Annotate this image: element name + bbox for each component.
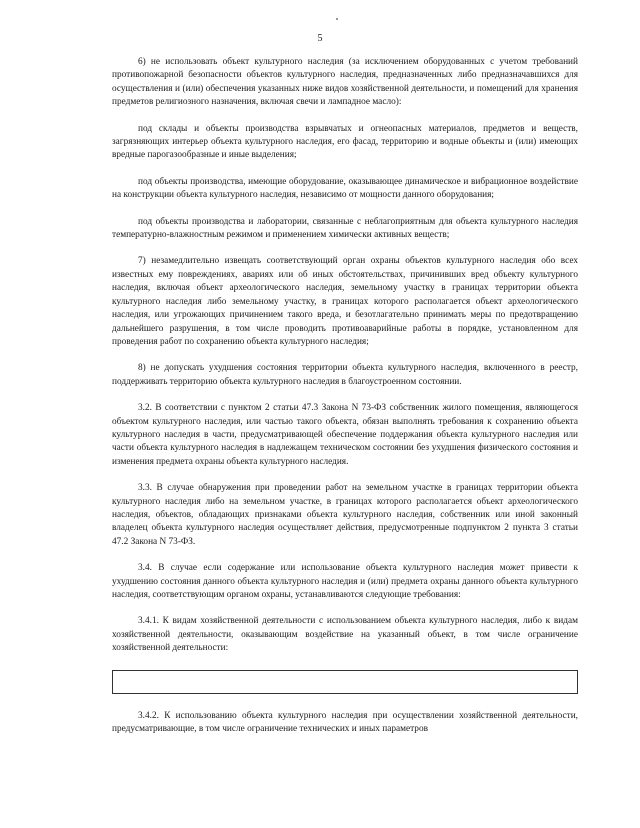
document-body — [112, 56, 578, 736]
paragraph-8: 8) не допускать ухудшения состояния территории объекта культурного наследия, включенного в реестр, поддерживать территорию объекта культурного наследия в благоустроенном состоянии. — [112, 363, 578, 387]
paragraph-laboratories: под объекты производства и лаборатории, связанные с неблагоприятным для объекта культурного наследия температурно-влажностным режимом и применением химически активных веществ; — [112, 216, 578, 241]
paragraph-3-2: 3.2. В соответствии с пунктом 2 статьи 47.3 Закона N 73-ФЗ собственник жилого помещения, являющегося объектом культурного наследия, или частью такого объекта, обязан выполнять требования к сохранению объекта культурного наследия в части, предусматривающей обеспечение поддержания объекта культурного наследия или части объекта культурного наследия в надлежащем техническом состоянии без ухудшения физического состояния и изменения предмета охраны объекта культурного наследия. — [112, 403, 578, 467]
paragraph-3-3: 3.3. В случае обнаружения при проведении работ на земельном участке в границах территории объекта культурного наследия либо на земельном участке, в границах которого располагается объект археологического наследия, объектов, обладающих признаками объекта культурного наследия, собственник или иной законный владелец объекта культурного наследия осуществляет действия, предусмотренные подпунктом 2 пункта 3 статьи 47.2 Закона N 73-ФЗ. — [112, 483, 578, 547]
empty-input-box — [112, 670, 578, 694]
paragraph-warehouses: под склады и объекты производства взрывчатых и огнеопасных материалов, предметов и веществ, загрязняющих интерьер объекта культурного наследия, его фасад, территорию и водные объекты и (или) имеющих вредные парогазообразные и иные выделения; — [112, 123, 578, 161]
paragraph-production-vibration: под объекты производства, имеющие оборудование, оказывающее динамическое и вибрационное воздействие на конструкции объекта культурного наследия, независимо от мощности данного оборудования; — [112, 176, 578, 201]
paragraph-7: 7) незамедлительно извещать соответствующий орган охраны объектов культурного наследия обо всех известных ему повреждениях, авариях или об иных обстоятельствах, причинивших вред объекту культурного наследия, включая объект археологического наследия, земельному участку в границах территории объекта культурного наследия либо земельному участку, в границах которого располагается объект археологического наследия, или угрожающих причинением такого вреда, и безотлагательно принимать меры по предотвращению дальнейшего разрушения, в том числе проводить противоаварийные работы в порядке, установленном для проведения работ по сохранению объекта культурного наследия; — [112, 256, 578, 347]
paragraph-6: 6) не использовать объект культурного наследия (за исключением оборудованных с учетом требований противопожарной безопасности объектов культурного наследия, предназначенных либо предназначавшихся для осуществления и (или) обеспечения указанных ниже видов хозяйственной деятельности, и помещений для хранения предметов религиозного назначения, включая свечи и лампадное масло): — [112, 57, 578, 108]
page-number: 5 — [317, 33, 323, 44]
scan-speck — [336, 18, 338, 20]
paragraph-3-4: 3.4. В случае если содержание или использование объекта культурного наследия может привести к ухудшению состояния данного объекта культурного наследия и (или) предмета охраны данного объекта культурного наследия, соответствующим органом охраны, устанавливаются следующие требования: — [112, 563, 578, 600]
paragraph-3-4-2: 3.4.2. К использованию объекта культурного наследия при осуществлении хозяйственной деятельности, предусматривающие, в том числе ограничение технических и иных параметров — [112, 710, 578, 735]
paragraph-3-4-1: 3.4.1. К видам хозяйственной деятельности с использованием объекта культурного наследия, либо к видам хозяйственной деятельности, оказывающим воздействие на указанный объект, в том числе ограничение хозяйственной деятельности: — [112, 616, 578, 654]
